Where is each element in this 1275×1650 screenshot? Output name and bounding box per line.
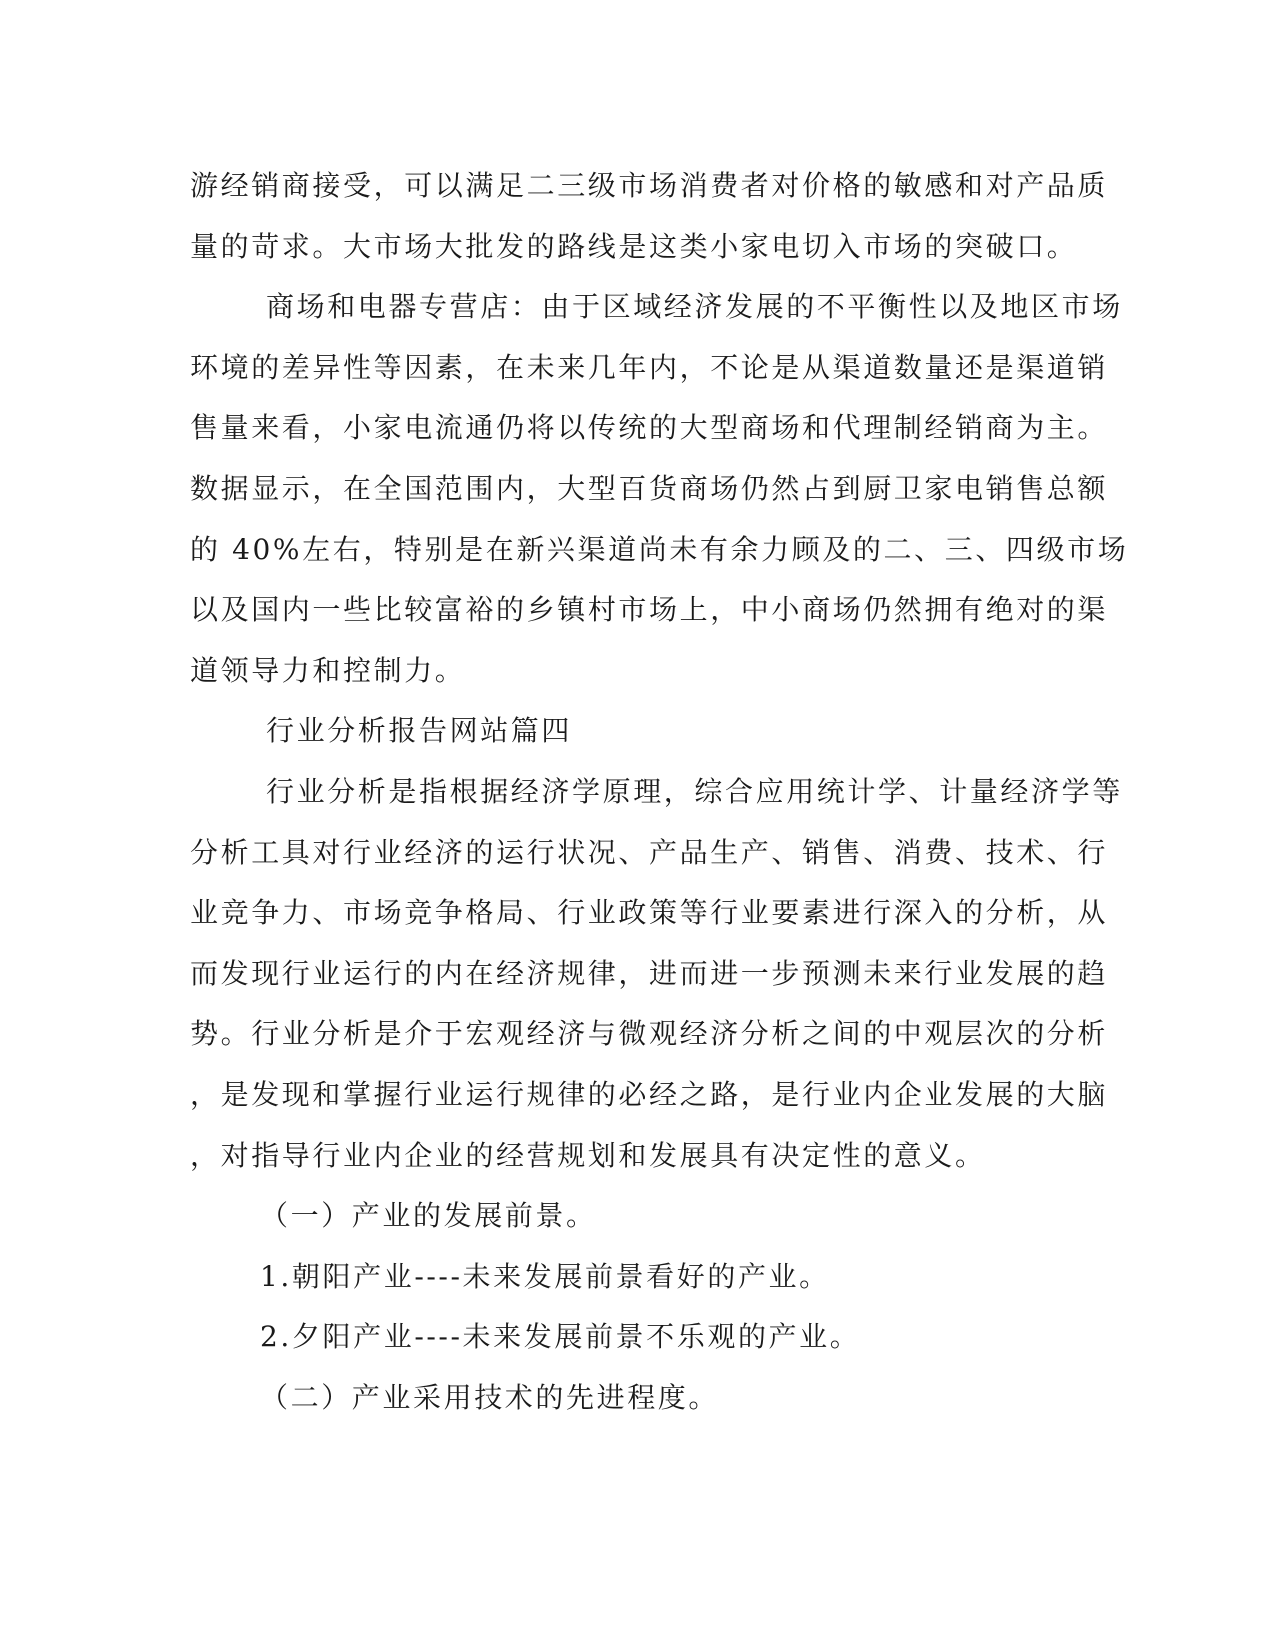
subsection-heading: （二）产业采用技术的先进程度。 [260,1380,720,1414]
body-line: 售量来看，小家电流通仍将以传统的大型商场和代理制经销商为主。 [190,411,1109,445]
section-heading: 行业分析报告网站篇四 [266,714,573,748]
body-line: 的 40%左右，特别是在新兴渠道尚未有余力顾及的二、三、四级市场 [190,532,1129,566]
body-line: 量的苛求。大市场大批发的路线是这类小家电切入市场的突破口。 [190,229,1078,263]
body-line: 数据显示，在全国范围内，大型百货商场仍然占到厨卫家电销售总额 [190,471,1109,505]
document-body [190,156,1129,1428]
body-line: 业竞争力、市场竞争格局、行业政策等行业要素进行深入的分析，从 [190,896,1109,930]
body-line: ，对指导行业内企业的经营规划和发展具有决定性的意义。 [190,1138,986,1172]
body-line: 而发现行业运行的内在经济规律，进而进一步预测未来行业发展的趋 [190,956,1109,990]
body-line: 游经销商接受，可以满足二三级市场消费者对价格的敏感和对产品质 [190,169,1109,202]
body-line: 环境的差异性等因素，在未来几年内，不论是从渠道数量还是渠道销 [190,350,1109,384]
body-line: 以及国内一些比较富裕的乡镇村市场上，中小商场仍然拥有绝对的渠 [190,593,1109,627]
body-line: ，是发现和掌握行业运行规律的必经之路，是行业内企业发展的大脑 [190,1077,1109,1111]
list-item: 1.朝阳产业----未来发展前景看好的产业。 [260,1259,830,1293]
body-line: 行业分析是指根据经济学原理，综合应用统计学、计量经济学等 [266,774,1123,808]
body-line: 分析工具对行业经济的运行状况、产品生产、销售、消费、技术、行 [190,835,1109,869]
subsection-heading: （一）产业的发展前景。 [260,1199,597,1233]
body-line: 商场和电器专营店：由于区域经济发展的不平衡性以及地区市场 [266,290,1123,324]
body-line: 势。行业分析是介于宏观经济与微观经济分析之间的中观层次的分析 [190,1017,1109,1051]
list-item: 2.夕阳产业----未来发展前景不乐观的产业。 [260,1320,861,1354]
body-line: 道领导力和控制力。 [190,653,466,687]
